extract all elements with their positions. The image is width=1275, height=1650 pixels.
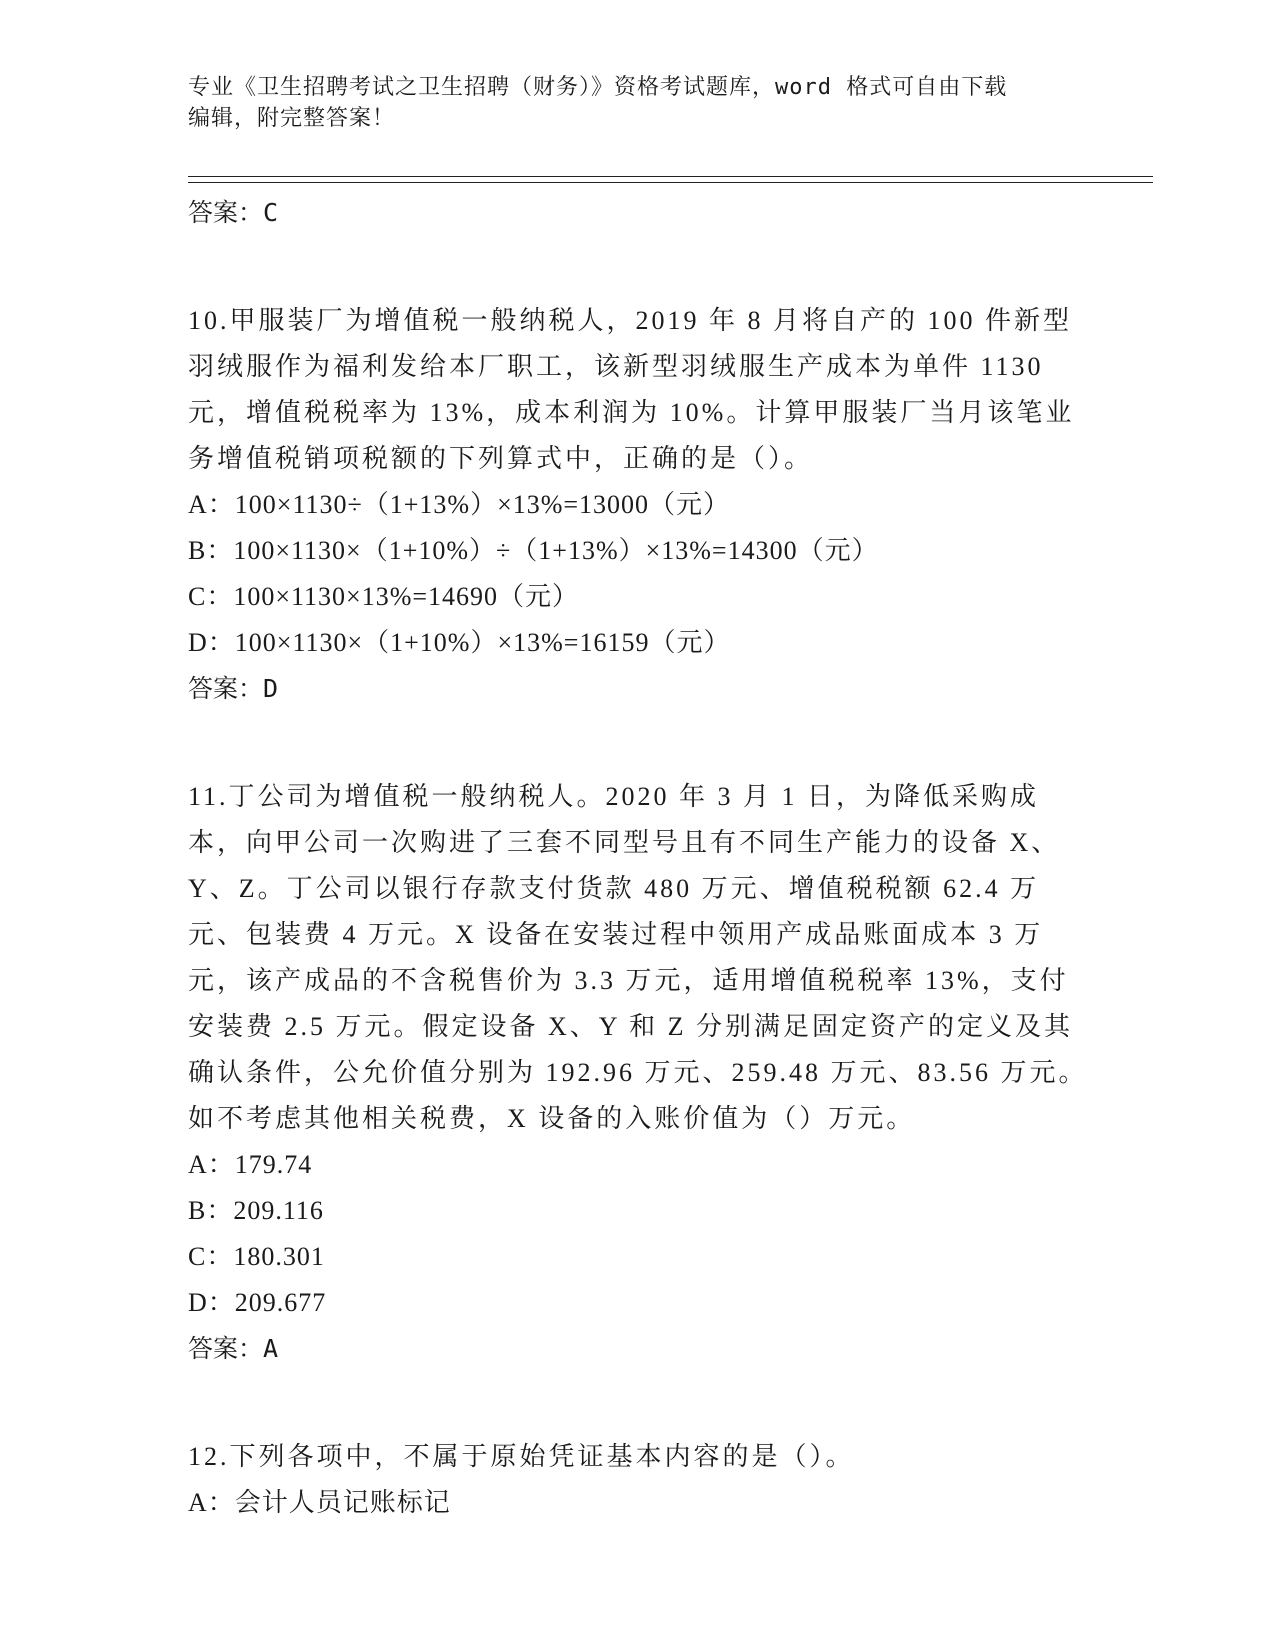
page-header [188,72,1088,134]
content [188,190,1088,1526]
header-line-1: 专业《卫生招聘考试之卫生招聘（财务）》资格考试题库，word 格式可自由下载 [188,75,1008,100]
question-stem: 11.丁公司为增值税一般纳税人。2020 年 3 月 1 日，为降低采购成本，向甲公司一次购进了三套不同型号且有不同生产能力的设备 X、Y、Z。丁公司以银行存款支付货款 480 万元、增值税税额 62.4 万元、包装费 4 万元。X 设备在安装过程中领用产成品账面成本 3 万元，该产成品的不含税售价为 3.3 万元，适用增值税税率 13%，支付安装费 2.5 万元。假定设备 X、Y 和 Z 分别满足固定资产的定义及其确认条件，公允价值分别为 192.96 万元、259.48 万元、83.56 万元。如不考虑其他相关税费，X 设备的入账价值为（）万元。 [188,782,1088,1133]
option-a: A：179.74 [188,1150,313,1179]
question-11 [188,774,1088,1372]
question-stem: 10.甲服装厂为增值税一般纳税人，2019 年 8 月将自产的 100 件新型羽绒服作为福利发给本厂职工，该新型羽绒服生产成本为单件 1130 元，增值税税率为 13%，成本利润为 10%。计算甲服装厂当月该笔业务增值税销项税额的下列算式中，正确的是（）。 [188,306,1075,473]
option-a: A：会计人员记账标记 [188,1488,451,1517]
option-b: B：209.116 [188,1196,324,1225]
question-answer: 答案：D [188,674,279,703]
question-answer: 答案：A [188,1334,279,1363]
spacer [188,1372,1088,1434]
question-stem: 12.下列各项中，不属于原始凭证基本内容的是（）。 [188,1442,855,1471]
answer-previous: 答案：C [188,198,279,227]
option-b: B：100×1130×（1+10%）÷（1+13%）×13%=14300（元） [188,536,879,565]
header-line-2: 编辑，附完整答案！ [188,106,396,131]
option-d: D：100×1130×（1+10%）×13%=16159（元） [188,628,731,657]
spacer [188,712,1088,774]
option-a: A：100×1130÷（1+13%）×13%=13000（元） [188,490,731,519]
option-d: D：209.677 [188,1288,327,1317]
header-rule-bottom [188,182,1153,183]
spacer [188,236,1088,298]
header-rule-top [188,176,1153,177]
question-12 [188,1434,1088,1526]
option-c: C：100×1130×13%=14690（元） [188,582,580,611]
question-10 [188,298,1088,712]
option-c: C：180.301 [188,1242,325,1271]
